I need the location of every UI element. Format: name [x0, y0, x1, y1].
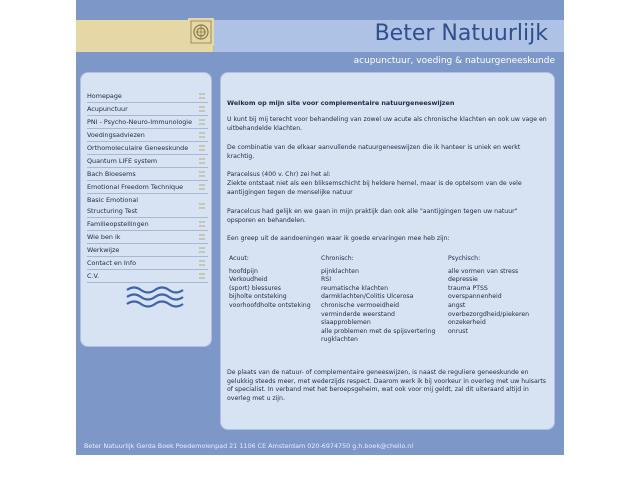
menu-arrow-icon — [199, 120, 205, 125]
sidebar-item-werkwijze[interactable] — [87, 244, 208, 257]
sidebar-item-label: Basic Emotional Structuring Test — [87, 196, 139, 215]
sidebar-item-homepage[interactable] — [87, 90, 208, 103]
conditions-intro: Een greep uit de aandoeningen waar ik goede ervaringen mee heb zijn: — [227, 235, 450, 242]
intro-paragraph: U kunt bij mij terecht voor behandeling van zowel uw acute als chronische klachten en ook uw vage en uitbehandelde klachten. — [227, 116, 547, 132]
nav-menu — [87, 90, 208, 283]
sidebar-item-label: Emotional Freedom Technique — [87, 183, 184, 191]
footer: Beter Natuurlijk Gerda Boek Poedemolenpad 21 1106 CE Amsterdam 020-6974750 g.h.boek@chello.nl — [84, 442, 414, 450]
sidebar-item-pni[interactable] — [87, 116, 208, 129]
sidebar-item-label: C.V. — [87, 272, 100, 280]
menu-arrow-icon — [199, 146, 205, 151]
list-item: (sport) blessures — [229, 284, 281, 292]
menu-arrow-icon — [199, 94, 205, 99]
list-item: voorhoofdholte ontsteking — [229, 301, 311, 309]
sidebar-item-bach-bloesems[interactable] — [87, 168, 208, 181]
column-title: Psychisch: — [448, 255, 481, 262]
sidebar-item-label: Homepage — [87, 92, 122, 100]
sidebar-item-acupunctuur[interactable] — [87, 103, 208, 116]
list-item: bijholte ontsteking — [229, 293, 287, 301]
column-title: Chronisch: — [321, 255, 354, 262]
list-item: RSI — [321, 276, 332, 284]
list-item: verminderde weerstand — [321, 310, 395, 318]
paracelsus-quote-label: Paracelsus (400 v. Chr) zei het al: — [227, 171, 331, 178]
list-item: onzekerheid — [448, 319, 486, 327]
sidebar-item-familieopstellingen[interactable] — [87, 218, 208, 231]
sidebar-item-label: Wie ben ik — [87, 233, 121, 241]
page-heading: Welkom op mijn site voor complementaire natuurgeneeswijzen — [227, 99, 455, 107]
list-item: pijnklachten — [321, 267, 359, 275]
sidebar-item-label: Familieopstellingen — [87, 220, 149, 228]
page-background — [76, 0, 564, 455]
logo-emblem-icon — [188, 16, 214, 48]
menu-arrow-icon — [199, 107, 205, 112]
menu-arrow-icon — [199, 159, 205, 164]
sidebar-item-eft[interactable] — [87, 181, 208, 194]
menu-arrow-icon — [199, 185, 205, 190]
list-item: Verkoudheid — [229, 276, 268, 284]
column-title: Acuut: — [229, 255, 249, 262]
sidebar-item-cv[interactable] — [87, 270, 208, 283]
list-item: alle problemen met de spijsvertering — [321, 327, 436, 335]
column-acuut — [229, 255, 311, 311]
menu-arrow-icon — [199, 261, 205, 266]
combination-paragraph: De combinatie van de elkaar aanvullende natuurgeneeswijzen die ik hanteer is uniek en werkt krachtig. — [227, 144, 521, 160]
sidebar — [80, 72, 212, 347]
list-item: slaapproblemen — [321, 319, 371, 327]
sidebar-item-label: Acupunctuur — [87, 105, 128, 113]
list-item: hoofdpijn — [229, 267, 258, 275]
paracelsus-quote: Ziekte ontstaat niet als een bliksemschicht bij heldere hemel, maar is de optelsom van de vele aantijgingen tegen de menselijke natuur — [227, 180, 522, 196]
menu-arrow-icon — [199, 203, 205, 208]
sidebar-item-quantum-life[interactable] — [87, 155, 208, 168]
list-item: alle vormen van stress — [448, 267, 519, 275]
sidebar-item-best[interactable] — [87, 194, 208, 218]
list-item: depressie — [448, 276, 478, 284]
sidebar-item-label: Bach Bloesems — [87, 170, 136, 178]
site-title[interactable]: Beter Natuurlijk — [374, 21, 548, 46]
menu-arrow-icon — [199, 274, 205, 279]
sidebar-item-label: Quantum LIFE system — [87, 157, 158, 165]
wave-icon — [125, 285, 185, 309]
menu-arrow-icon — [199, 172, 205, 177]
menu-arrow-icon — [199, 133, 205, 138]
list-item: reumatische klachten — [321, 284, 388, 292]
sidebar-item-label: Contact en Info — [87, 259, 137, 267]
practice-paragraph: Paracelcus had gelijk en we gaan in mijn praktijk dan ook alle "aantijgingen tegen uw natuur" opsporen en behandelen. — [227, 208, 518, 224]
menu-arrow-icon — [199, 248, 205, 253]
sidebar-item-contact[interactable] — [87, 257, 208, 270]
list-item: rugklachten — [321, 336, 358, 344]
list-item: overspannenheid — [448, 293, 502, 301]
list-item: trauma PTSS — [448, 284, 488, 292]
sidebar-item-label: Werkwijze — [87, 246, 120, 254]
sidebar-item-label: PNI - Psycho-Neuro-Immunologie — [87, 118, 193, 126]
sidebar-item-label: Orthomoleculaire Geneeskunde — [87, 144, 189, 152]
list-item: darmklachten/Colitis Ulcerosa — [321, 293, 414, 301]
list-item: onrust — [448, 327, 468, 335]
menu-arrow-icon — [199, 222, 205, 227]
site-subtitle: acupunctuur, voeding & natuurgeneeskunde — [353, 56, 555, 66]
menu-arrow-icon — [199, 235, 205, 240]
sidebar-item-wie-ben-ik[interactable] — [87, 231, 208, 244]
closing-paragraph: De plaats van de natuur- of complementaire geneeswijzen, is naast de reguliere geneeskunde en gelukkig steeds meer, met wederzijds respect. Daarom werk ik bij voorkeur in overleg met uw huisarts of specialist. In verband met het beroepsgeheim, wat ook voor mij geldt, zal dit uiteraard altijd in overleg met u zijn. — [227, 369, 547, 402]
sidebar-item-label: Voedingsadviezen — [87, 131, 145, 139]
sidebar-item-orthomoleculaire[interactable] — [87, 142, 208, 155]
column-chronisch — [321, 255, 435, 345]
sidebar-item-voedingsadviezen[interactable] — [87, 129, 208, 142]
column-psychisch — [448, 255, 529, 336]
list-item: chronische vermoeidheid — [321, 301, 400, 309]
main-content — [220, 72, 555, 430]
list-item: angst — [448, 301, 466, 309]
list-item: overbezorgdheid/piekeren — [448, 310, 530, 318]
